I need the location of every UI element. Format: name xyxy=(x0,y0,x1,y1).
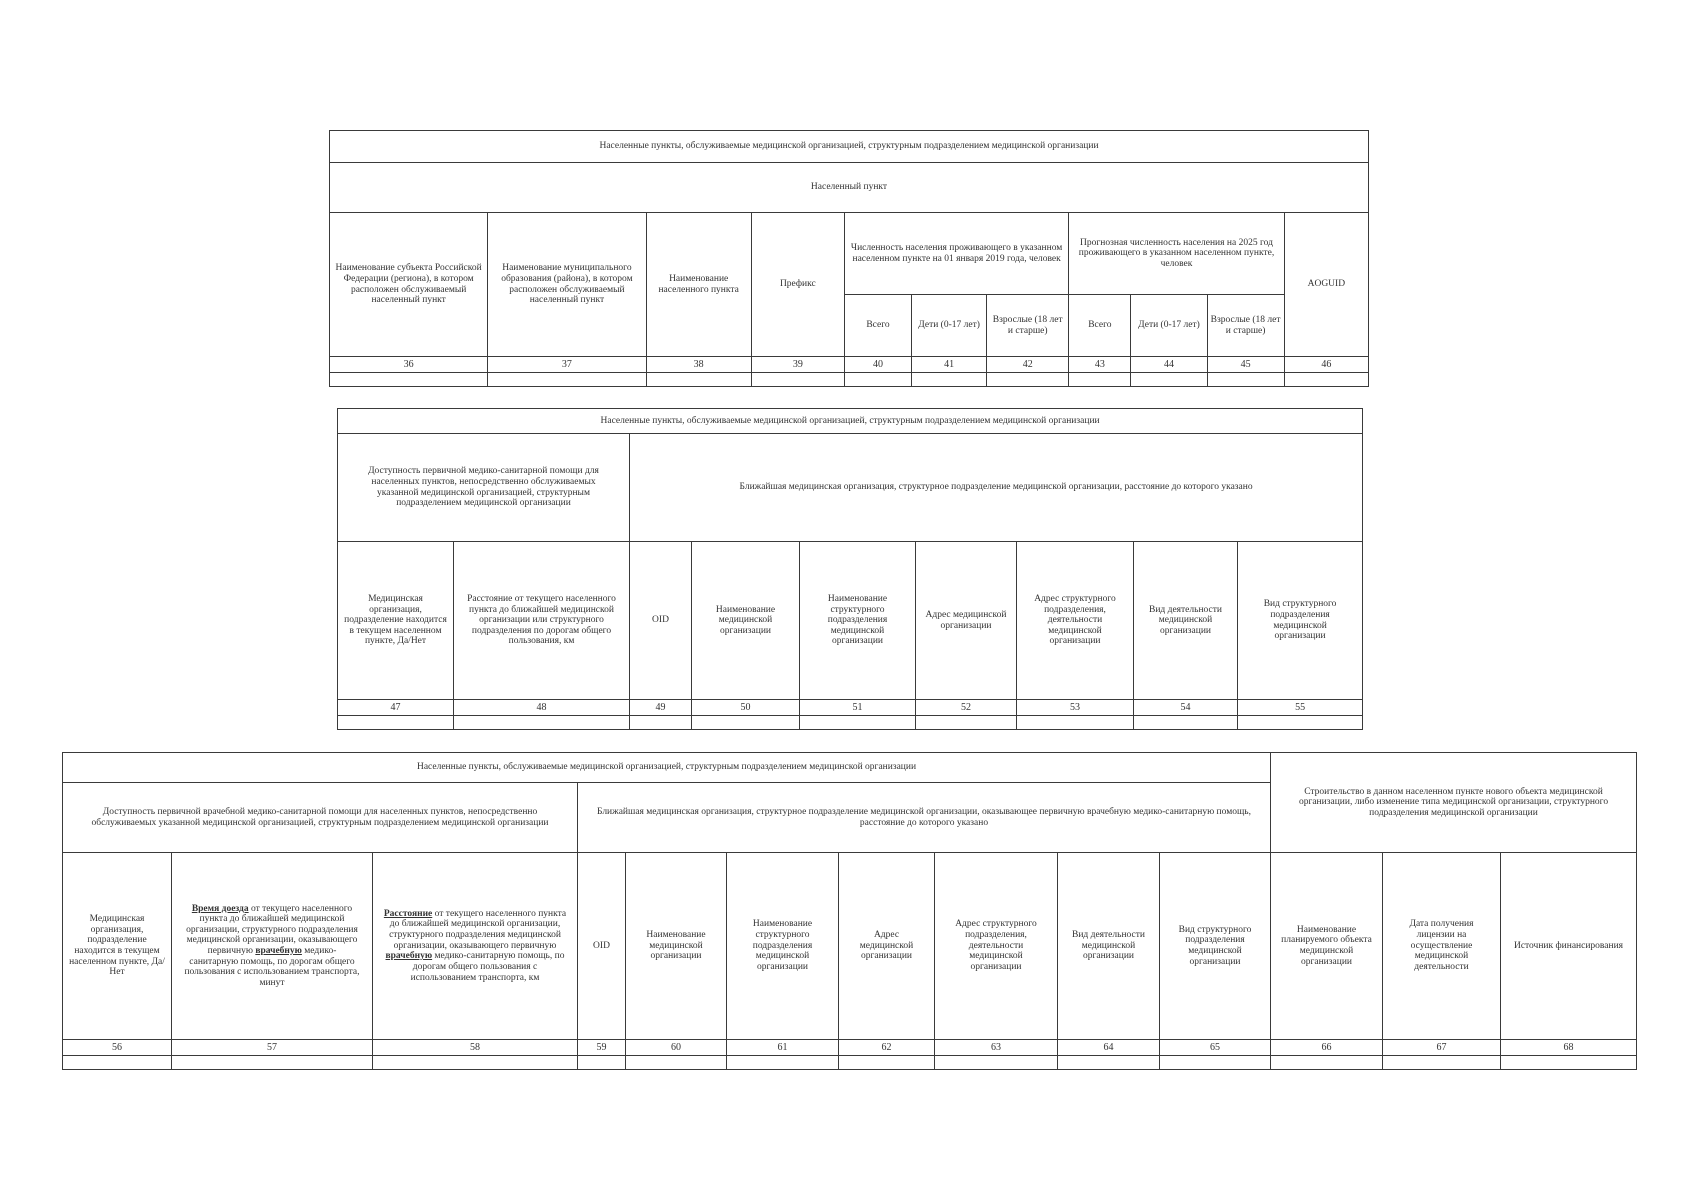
empty-cell xyxy=(488,373,646,387)
empty-cell xyxy=(1238,716,1363,730)
settlements-table-3 xyxy=(62,752,1637,1070)
column-number: 47 xyxy=(338,700,454,716)
col-header-org-address: Адрес медицинской организации xyxy=(839,853,935,1040)
column-number: 66 xyxy=(1271,1040,1383,1056)
access-header: Доступность первичной медико-санитарной помощи для населенных пунктов, непосредственно обслуживаемых указанной медицинской организацией, структурным подразделением медицинской организации xyxy=(338,434,630,542)
table-title: Населенные пункты, обслуживаемые медицинской организацией, структурным подразделением медицинской организации xyxy=(330,131,1369,163)
col-header-municipality: Наименование муниципального образования (района), в котором расположен обслуживаемый населенный пункт xyxy=(488,213,646,357)
text-fragment: медико-санитарную помощь, по дорогам общего пользования с использованием транспорта, минут xyxy=(184,946,360,988)
keyword-time: Время доезда xyxy=(191,903,249,914)
empty-cell xyxy=(330,373,488,387)
col-header-region: Наименование субъекта Российской Федерации (региона), в котором расположен обслуживаемый населенный пункт xyxy=(330,213,488,357)
column-number: 53 xyxy=(1017,700,1134,716)
column-number: 36 xyxy=(330,357,488,373)
col-header-unit-name: Наименование структурного подразделения медицинской организации xyxy=(727,853,839,1040)
column-number: 63 xyxy=(935,1040,1058,1056)
col-header-present: Медицинская организация, подразделение находится в текущем населенном пункте, Да/Нет xyxy=(338,542,454,700)
empty-cell xyxy=(630,716,692,730)
column-number: 40 xyxy=(844,357,911,373)
empty-cell xyxy=(1069,373,1131,387)
column-number: 68 xyxy=(1501,1040,1637,1056)
column-number: 57 xyxy=(172,1040,373,1056)
col-header-pop2025: Прогнозная численность населения на 2025 год проживающего в указанном населенном пункте, человек xyxy=(1069,213,1284,295)
column-number: 67 xyxy=(1383,1040,1501,1056)
column-number-row xyxy=(63,1040,1637,1056)
empty-cell xyxy=(172,1056,373,1070)
empty-cell xyxy=(987,373,1069,387)
empty-cell xyxy=(1058,1056,1160,1070)
column-number: 43 xyxy=(1069,357,1131,373)
column-number: 64 xyxy=(1058,1040,1160,1056)
col-header-org-name: Наименование медицинской организации xyxy=(692,542,800,700)
empty-cell xyxy=(1160,1056,1271,1070)
text-fragment: от текущего населенного пункта до ближайшей медицинской организации, структурного подразделения медицинской организации, оказывающего первичную xyxy=(389,908,567,951)
column-number: 58 xyxy=(373,1040,578,1056)
column-number: 38 xyxy=(646,357,751,373)
nearest-org-header: Ближайшая медицинская организация, структурное подразделение медицинской организации, расстояние до которого указано xyxy=(630,434,1363,542)
col-header-org-name: Наименование медицинской организации xyxy=(626,853,727,1040)
column-number: 48 xyxy=(454,700,630,716)
empty-cell xyxy=(844,373,911,387)
column-number: 50 xyxy=(692,700,800,716)
empty-cell xyxy=(1207,373,1284,387)
empty-cell xyxy=(373,1056,578,1070)
empty-cell xyxy=(338,716,454,730)
empty-cell xyxy=(800,716,916,730)
col-header-org-address: Адрес медицинской организации xyxy=(916,542,1017,700)
column-number: 62 xyxy=(839,1040,935,1056)
col-header-pop2019: Численность населения проживающего в указанном населенном пункте на 01 января 2019 года, человек xyxy=(844,213,1068,295)
col-header-distance xyxy=(373,853,578,1040)
empty-cell xyxy=(1501,1056,1637,1070)
empty-cell xyxy=(1017,716,1134,730)
col-header-total: Всего xyxy=(844,295,911,357)
empty-cell xyxy=(916,716,1017,730)
empty-cell xyxy=(63,1056,172,1070)
table-title: Населенные пункты, обслуживаемые медицинской организацией, структурным подразделением медицинской организации xyxy=(338,409,1363,434)
table-title: Населенные пункты, обслуживаемые медицинской организацией, структурным подразделением медицинской организации xyxy=(63,753,1271,783)
column-number: 39 xyxy=(751,357,844,373)
col-header-unit-type: Вид структурного подразделения медицинской организации xyxy=(1238,542,1363,700)
table-subtitle: Населенный пункт xyxy=(330,163,1369,213)
col-header-planned-object: Наименование планируемого объекта медицинской организации xyxy=(1271,853,1383,1040)
empty-cell xyxy=(692,716,800,730)
column-number: 44 xyxy=(1131,357,1207,373)
empty-cell xyxy=(626,1056,727,1070)
empty-cell xyxy=(646,373,751,387)
column-number: 59 xyxy=(578,1040,626,1056)
col-header-license-date: Дата получения лицензии на осуществление медицинской деятельности xyxy=(1383,853,1501,1040)
col-header-distance: Расстояние от текущего населенного пункта до ближайшей медицинской организации или структурного подразделения по дорогам общего пользования, км xyxy=(454,542,630,700)
col-header-unit-address: Адрес структурного подразделения, деятельности медицинской организации xyxy=(1017,542,1134,700)
col-header-prefix: Префикс xyxy=(751,213,844,357)
col-header-present: Медицинская организация, подразделение находится в текущем населенном пункте, Да/Нет xyxy=(63,853,172,1040)
empty-cell xyxy=(751,373,844,387)
col-header-activity: Вид деятельности медицинской организации xyxy=(1134,542,1238,700)
column-number: 41 xyxy=(912,357,987,373)
col-header-activity: Вид деятельности медицинской организации xyxy=(1058,853,1160,1040)
empty-cell xyxy=(1271,1056,1383,1070)
column-number: 60 xyxy=(626,1040,727,1056)
column-number: 65 xyxy=(1160,1040,1271,1056)
empty-cell xyxy=(727,1056,839,1070)
empty-cell xyxy=(1134,716,1238,730)
column-number: 55 xyxy=(1238,700,1363,716)
column-number: 37 xyxy=(488,357,646,373)
col-header-settlement: Наименование населенного пункта xyxy=(646,213,751,357)
column-number: 54 xyxy=(1134,700,1238,716)
empty-cell xyxy=(1383,1056,1501,1070)
empty-cell xyxy=(1131,373,1207,387)
nearest-org-header: Ближайшая медицинская организация, структурное подразделение медицинской организации, оказывающее первичную врачебную медико-санитарную помощь, расстояние до которого указано xyxy=(578,783,1271,853)
empty-cell xyxy=(578,1056,626,1070)
col-header-children: Дети (0-17 лет) xyxy=(912,295,987,357)
col-header-total: Всего xyxy=(1069,295,1131,357)
col-header-unit-type: Вид структурного подразделения медицинской организации xyxy=(1160,853,1271,1040)
empty-data-row xyxy=(63,1056,1637,1070)
settlements-table-1 xyxy=(329,130,1369,387)
empty-cell xyxy=(839,1056,935,1070)
col-header-travel-time xyxy=(172,853,373,1040)
keyword-medical: врачебную xyxy=(385,951,433,962)
settlements-table-2 xyxy=(337,408,1363,730)
construction-header: Строительство в данном населенном пункте нового объекта медицинской организации, либо изменение типа медицинской организации, структурного подразделения медицинской организации xyxy=(1271,753,1637,853)
access-header: Доступность первичной врачебной медико-санитарной помощи для населенных пунктов, непосредственно обслуживаемых указанной медицинской организацией, структурным подразделением медицинской организации xyxy=(63,783,578,853)
col-header-unit-address: Адрес структурного подразделения, деятельности медицинской организации xyxy=(935,853,1058,1040)
column-number: 51 xyxy=(800,700,916,716)
text-fragment: от текущего населенного пункта до ближайшей медицинской организации, структурного подразделения медицинской организации, оказывающего первичную xyxy=(186,903,358,956)
column-number: 52 xyxy=(916,700,1017,716)
col-header-funding: Источник финансирования xyxy=(1501,853,1637,1040)
column-number: 49 xyxy=(630,700,692,716)
col-header-unit-name: Наименование структурного подразделения медицинской организации xyxy=(800,542,916,700)
column-number: 45 xyxy=(1207,357,1284,373)
text-fragment: медико-санитарную помощь, по дорогам общего пользования с использованием транспорта, км xyxy=(410,951,565,983)
empty-cell xyxy=(912,373,987,387)
column-number: 61 xyxy=(727,1040,839,1056)
empty-cell xyxy=(454,716,630,730)
col-header-oid: OID xyxy=(578,853,626,1040)
column-number: 42 xyxy=(987,357,1069,373)
column-number-row xyxy=(338,700,1363,716)
col-header-adults: Взрослые (18 лет и старше) xyxy=(987,295,1069,357)
column-number: 56 xyxy=(63,1040,172,1056)
empty-cell xyxy=(1284,373,1368,387)
empty-cell xyxy=(935,1056,1058,1070)
empty-data-row xyxy=(338,716,1363,730)
col-header-aoguid: AOGUID xyxy=(1284,213,1368,357)
empty-data-row xyxy=(330,373,1369,387)
column-number: 46 xyxy=(1284,357,1368,373)
col-header-adults: Взрослые (18 лет и старше) xyxy=(1207,295,1284,357)
col-header-children: Дети (0-17 лет) xyxy=(1131,295,1207,357)
column-number-row xyxy=(330,357,1369,373)
keyword-medical: врачебную xyxy=(255,946,302,956)
col-header-oid: OID xyxy=(630,542,692,700)
keyword-distance: Расстояние xyxy=(383,908,433,919)
